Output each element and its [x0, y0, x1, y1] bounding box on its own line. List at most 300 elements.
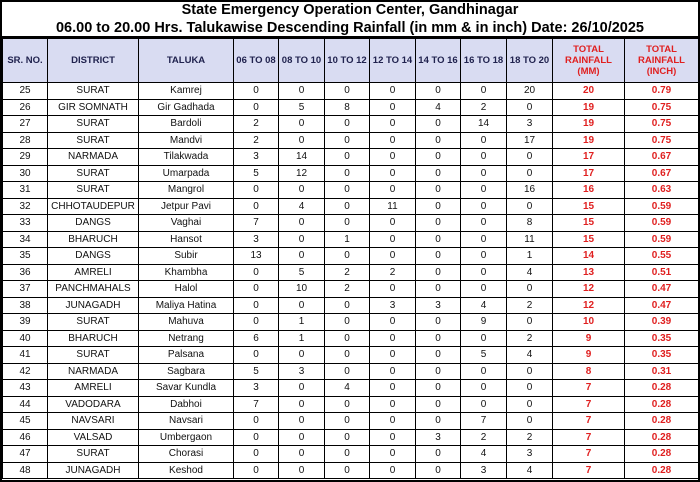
- rain-12-14-cell: 0: [370, 347, 416, 364]
- rain-06-08-cell: 3: [234, 149, 279, 166]
- rain-08-10-cell: 0: [279, 182, 325, 199]
- rain-14-16-cell: 0: [416, 380, 461, 397]
- rain-18-20-cell: 0: [507, 380, 553, 397]
- table-row: [3, 363, 699, 380]
- sr-no-cell: 31: [3, 182, 48, 199]
- rain-16-18-cell: 3: [461, 462, 507, 479]
- rain-16-18-cell: 2: [461, 99, 507, 116]
- rain-10-12-cell: 0: [325, 297, 370, 314]
- total-mm-cell: 20: [553, 83, 625, 100]
- rain-12-14-cell: 0: [370, 248, 416, 265]
- rain-10-12-cell: 0: [325, 446, 370, 463]
- rain-16-18-cell: 2: [461, 429, 507, 446]
- rain-06-08-cell: 0: [234, 264, 279, 281]
- rain-10-12-cell: 0: [325, 198, 370, 215]
- rain-12-14-cell: 0: [370, 281, 416, 298]
- taluka-cell: Gir Gadhada: [139, 99, 234, 116]
- rain-08-10-cell: 0: [279, 429, 325, 446]
- total-mm-cell: 16: [553, 182, 625, 199]
- sr-no-cell: 26: [3, 99, 48, 116]
- table-body: [3, 83, 699, 479]
- rain-14-16-cell: 0: [416, 116, 461, 133]
- rain-06-08-cell: 0: [234, 99, 279, 116]
- rain-16-18-cell: 14: [461, 116, 507, 133]
- rain-06-08-cell: 0: [234, 446, 279, 463]
- rain-18-20-cell: 2: [507, 330, 553, 347]
- col-header-08-10: 08 TO 10: [279, 39, 325, 83]
- rain-16-18-cell: 0: [461, 132, 507, 149]
- rain-08-10-cell: 0: [279, 83, 325, 100]
- total-mm-cell: 19: [553, 99, 625, 116]
- sr-no-cell: 28: [3, 132, 48, 149]
- rain-16-18-cell: 0: [461, 264, 507, 281]
- rain-06-08-cell: 7: [234, 215, 279, 232]
- rain-06-08-cell: 0: [234, 198, 279, 215]
- total-mm-cell: 7: [553, 380, 625, 397]
- table-row: [3, 83, 699, 100]
- col-header-district: DISTRICT: [48, 39, 139, 83]
- rain-16-18-cell: 0: [461, 83, 507, 100]
- rain-14-16-cell: 0: [416, 248, 461, 265]
- rain-06-08-cell: 7: [234, 396, 279, 413]
- rain-12-14-cell: 0: [370, 396, 416, 413]
- district-cell: AMRELI: [48, 380, 139, 397]
- rain-16-18-cell: 0: [461, 380, 507, 397]
- sr-no-cell: 39: [3, 314, 48, 331]
- rain-10-12-cell: 8: [325, 99, 370, 116]
- total-mm-cell: 7: [553, 413, 625, 430]
- district-cell: SURAT: [48, 182, 139, 199]
- rain-12-14-cell: 3: [370, 297, 416, 314]
- sr-no-cell: 40: [3, 330, 48, 347]
- rain-16-18-cell: 0: [461, 165, 507, 182]
- table-row: [3, 429, 699, 446]
- rain-14-16-cell: 4: [416, 99, 461, 116]
- district-cell: SURAT: [48, 116, 139, 133]
- rain-08-10-cell: 12: [279, 165, 325, 182]
- rain-08-10-cell: 4: [279, 198, 325, 215]
- col-header-total-inch: TOTAL RAINFALL (INCH): [625, 39, 699, 83]
- rain-08-10-cell: 10: [279, 281, 325, 298]
- rain-08-10-cell: 1: [279, 314, 325, 331]
- rain-12-14-cell: 0: [370, 330, 416, 347]
- rain-10-12-cell: 1: [325, 231, 370, 248]
- rain-06-08-cell: 0: [234, 83, 279, 100]
- rain-10-12-cell: 0: [325, 132, 370, 149]
- taluka-cell: Savar Kundla: [139, 380, 234, 397]
- table-row: [3, 446, 699, 463]
- total-mm-cell: 12: [553, 297, 625, 314]
- rain-10-12-cell: 0: [325, 462, 370, 479]
- rain-10-12-cell: 0: [325, 363, 370, 380]
- rain-08-10-cell: 5: [279, 264, 325, 281]
- table-row: [3, 462, 699, 479]
- rain-18-20-cell: 1: [507, 248, 553, 265]
- district-cell: VADODARA: [48, 396, 139, 413]
- total-inch-cell: 0.75: [625, 99, 699, 116]
- rain-12-14-cell: 0: [370, 83, 416, 100]
- total-mm-cell: 17: [553, 165, 625, 182]
- rain-12-14-cell: 0: [370, 380, 416, 397]
- rain-10-12-cell: 0: [325, 83, 370, 100]
- rain-12-14-cell: 0: [370, 413, 416, 430]
- total-inch-cell: 0.28: [625, 446, 699, 463]
- table-row: [3, 165, 699, 182]
- rain-06-08-cell: 0: [234, 182, 279, 199]
- taluka-cell: Khambha: [139, 264, 234, 281]
- table-row: [3, 248, 699, 265]
- total-inch-cell: 0.35: [625, 347, 699, 364]
- taluka-cell: Kamrej: [139, 83, 234, 100]
- rain-14-16-cell: 0: [416, 182, 461, 199]
- rain-18-20-cell: 0: [507, 198, 553, 215]
- rain-06-08-cell: 3: [234, 231, 279, 248]
- total-inch-cell: 0.75: [625, 132, 699, 149]
- rain-14-16-cell: 0: [416, 132, 461, 149]
- total-inch-cell: 0.67: [625, 149, 699, 166]
- district-cell: AMRELI: [48, 264, 139, 281]
- rain-06-08-cell: 0: [234, 462, 279, 479]
- total-mm-cell: 15: [553, 215, 625, 232]
- total-mm-cell: 15: [553, 198, 625, 215]
- sr-no-cell: 43: [3, 380, 48, 397]
- rain-06-08-cell: 6: [234, 330, 279, 347]
- sr-no-cell: 46: [3, 429, 48, 446]
- rain-10-12-cell: 0: [325, 116, 370, 133]
- rain-14-16-cell: 3: [416, 297, 461, 314]
- taluka-cell: Hansot: [139, 231, 234, 248]
- rain-08-10-cell: 0: [279, 297, 325, 314]
- taluka-cell: Sagbara: [139, 363, 234, 380]
- rain-18-20-cell: 0: [507, 396, 553, 413]
- rain-06-08-cell: 0: [234, 347, 279, 364]
- rain-18-20-cell: 0: [507, 363, 553, 380]
- total-mm-cell: 10: [553, 314, 625, 331]
- total-mm-cell: 12: [553, 281, 625, 298]
- table-row: [3, 132, 699, 149]
- district-cell: DANGS: [48, 215, 139, 232]
- rain-14-16-cell: 0: [416, 347, 461, 364]
- rain-16-18-cell: 4: [461, 297, 507, 314]
- total-mm-cell: 8: [553, 363, 625, 380]
- rain-10-12-cell: 0: [325, 314, 370, 331]
- rain-06-08-cell: 2: [234, 116, 279, 133]
- rain-14-16-cell: 0: [416, 413, 461, 430]
- rain-06-08-cell: 5: [234, 363, 279, 380]
- rain-14-16-cell: 0: [416, 446, 461, 463]
- table-row: [3, 116, 699, 133]
- district-cell: BHARUCH: [48, 231, 139, 248]
- rain-16-18-cell: 0: [461, 182, 507, 199]
- rain-14-16-cell: 0: [416, 363, 461, 380]
- rain-16-18-cell: 0: [461, 281, 507, 298]
- district-cell: SURAT: [48, 132, 139, 149]
- rain-08-10-cell: 1: [279, 330, 325, 347]
- sr-no-cell: 35: [3, 248, 48, 265]
- total-mm-cell: 17: [553, 149, 625, 166]
- total-mm-cell: 14: [553, 248, 625, 265]
- taluka-cell: Dabhoi: [139, 396, 234, 413]
- total-inch-cell: 0.79: [625, 83, 699, 100]
- taluka-cell: Halol: [139, 281, 234, 298]
- sr-no-cell: 45: [3, 413, 48, 430]
- rain-14-16-cell: 0: [416, 165, 461, 182]
- total-mm-cell: 7: [553, 446, 625, 463]
- district-cell: NAVSARI: [48, 413, 139, 430]
- rain-18-20-cell: 3: [507, 116, 553, 133]
- rain-14-16-cell: 0: [416, 231, 461, 248]
- rain-10-12-cell: 0: [325, 396, 370, 413]
- rain-12-14-cell: 0: [370, 116, 416, 133]
- rain-10-12-cell: 0: [325, 215, 370, 232]
- col-header-taluka: TALUKA: [139, 39, 234, 83]
- rain-08-10-cell: 0: [279, 132, 325, 149]
- rain-18-20-cell: 20: [507, 83, 553, 100]
- table-row: [3, 297, 699, 314]
- table-row: [3, 99, 699, 116]
- rain-14-16-cell: 3: [416, 429, 461, 446]
- rain-16-18-cell: 0: [461, 215, 507, 232]
- total-inch-cell: 0.28: [625, 380, 699, 397]
- rain-12-14-cell: 0: [370, 314, 416, 331]
- rain-14-16-cell: 0: [416, 215, 461, 232]
- rain-08-10-cell: 0: [279, 462, 325, 479]
- sr-no-cell: 34: [3, 231, 48, 248]
- rain-12-14-cell: 0: [370, 446, 416, 463]
- rain-12-14-cell: 0: [370, 363, 416, 380]
- total-inch-cell: 0.39: [625, 314, 699, 331]
- rain-18-20-cell: 0: [507, 281, 553, 298]
- total-inch-cell: 0.59: [625, 215, 699, 232]
- total-inch-cell: 0.59: [625, 198, 699, 215]
- rain-18-20-cell: 0: [507, 99, 553, 116]
- rain-10-12-cell: 0: [325, 347, 370, 364]
- rain-16-18-cell: 9: [461, 314, 507, 331]
- table-row: [3, 182, 699, 199]
- rain-06-08-cell: 0: [234, 413, 279, 430]
- rain-12-14-cell: 0: [370, 182, 416, 199]
- rain-18-20-cell: 17: [507, 132, 553, 149]
- taluka-cell: Jetpur Pavi: [139, 198, 234, 215]
- total-mm-cell: 13: [553, 264, 625, 281]
- rain-12-14-cell: 2: [370, 264, 416, 281]
- rain-08-10-cell: 0: [279, 231, 325, 248]
- total-mm-cell: 7: [553, 462, 625, 479]
- table-row: [3, 198, 699, 215]
- rain-08-10-cell: 0: [279, 215, 325, 232]
- rain-10-12-cell: 0: [325, 330, 370, 347]
- rain-16-18-cell: 0: [461, 149, 507, 166]
- report-title-block: [2, 2, 698, 38]
- rain-06-08-cell: 0: [234, 281, 279, 298]
- rain-06-08-cell: 3: [234, 380, 279, 397]
- rain-14-16-cell: 0: [416, 264, 461, 281]
- total-mm-cell: 19: [553, 132, 625, 149]
- taluka-cell: Bardoli: [139, 116, 234, 133]
- taluka-cell: Umbergaon: [139, 429, 234, 446]
- total-inch-cell: 0.31: [625, 363, 699, 380]
- rain-10-12-cell: 0: [325, 413, 370, 430]
- district-cell: SURAT: [48, 347, 139, 364]
- district-cell: BHARUCH: [48, 330, 139, 347]
- total-inch-cell: 0.59: [625, 231, 699, 248]
- total-mm-cell: 15: [553, 231, 625, 248]
- rain-12-14-cell: 0: [370, 132, 416, 149]
- rain-06-08-cell: 0: [234, 297, 279, 314]
- rain-14-16-cell: 0: [416, 396, 461, 413]
- rain-08-10-cell: 0: [279, 396, 325, 413]
- rain-06-08-cell: 2: [234, 132, 279, 149]
- sr-no-cell: 30: [3, 165, 48, 182]
- header-row: [3, 39, 699, 83]
- total-inch-cell: 0.67: [625, 165, 699, 182]
- total-inch-cell: 0.47: [625, 281, 699, 298]
- rain-18-20-cell: 16: [507, 182, 553, 199]
- total-mm-cell: 7: [553, 429, 625, 446]
- rain-18-20-cell: 2: [507, 297, 553, 314]
- taluka-cell: Subir: [139, 248, 234, 265]
- total-mm-cell: 9: [553, 330, 625, 347]
- rain-14-16-cell: 0: [416, 330, 461, 347]
- rain-14-16-cell: 0: [416, 314, 461, 331]
- rain-08-10-cell: 0: [279, 347, 325, 364]
- total-inch-cell: 0.35: [625, 330, 699, 347]
- rain-12-14-cell: 0: [370, 165, 416, 182]
- rain-10-12-cell: 2: [325, 264, 370, 281]
- rain-18-20-cell: 4: [507, 462, 553, 479]
- district-cell: SURAT: [48, 165, 139, 182]
- district-cell: JUNAGADH: [48, 462, 139, 479]
- report-title: State Emergency Operation Center, Gandhinagar: [181, 2, 519, 18]
- rain-08-10-cell: 14: [279, 149, 325, 166]
- table-row: [3, 396, 699, 413]
- rain-14-16-cell: 0: [416, 149, 461, 166]
- rain-14-16-cell: 0: [416, 198, 461, 215]
- rain-12-14-cell: 11: [370, 198, 416, 215]
- district-cell: NARMADA: [48, 363, 139, 380]
- sr-no-cell: 27: [3, 116, 48, 133]
- sr-no-cell: 48: [3, 462, 48, 479]
- rain-16-18-cell: 5: [461, 347, 507, 364]
- rain-08-10-cell: 5: [279, 99, 325, 116]
- district-cell: CHHOTAUDEPUR: [48, 198, 139, 215]
- rain-10-12-cell: 0: [325, 182, 370, 199]
- rain-08-10-cell: 0: [279, 380, 325, 397]
- rain-18-20-cell: 4: [507, 347, 553, 364]
- rain-12-14-cell: 0: [370, 149, 416, 166]
- rain-16-18-cell: 0: [461, 363, 507, 380]
- rain-16-18-cell: 0: [461, 248, 507, 265]
- rain-08-10-cell: 0: [279, 446, 325, 463]
- rain-12-14-cell: 0: [370, 231, 416, 248]
- table-row: [3, 215, 699, 232]
- rain-08-10-cell: 0: [279, 248, 325, 265]
- rain-16-18-cell: 4: [461, 446, 507, 463]
- rain-18-20-cell: 2: [507, 429, 553, 446]
- rain-18-20-cell: 0: [507, 413, 553, 430]
- total-mm-cell: 9: [553, 347, 625, 364]
- rain-16-18-cell: 7: [461, 413, 507, 430]
- taluka-cell: Mangrol: [139, 182, 234, 199]
- sr-no-cell: 37: [3, 281, 48, 298]
- sr-no-cell: 44: [3, 396, 48, 413]
- rain-10-12-cell: 4: [325, 380, 370, 397]
- table-row: [3, 347, 699, 364]
- total-inch-cell: 0.28: [625, 413, 699, 430]
- sr-no-cell: 47: [3, 446, 48, 463]
- district-cell: VALSAD: [48, 429, 139, 446]
- rain-10-12-cell: 0: [325, 429, 370, 446]
- sr-no-cell: 25: [3, 83, 48, 100]
- taluka-cell: Netrang: [139, 330, 234, 347]
- rain-10-12-cell: 0: [325, 165, 370, 182]
- rain-12-14-cell: 0: [370, 462, 416, 479]
- total-inch-cell: 0.28: [625, 429, 699, 446]
- rain-10-12-cell: 0: [325, 149, 370, 166]
- rain-16-18-cell: 0: [461, 231, 507, 248]
- sr-no-cell: 33: [3, 215, 48, 232]
- rain-08-10-cell: 0: [279, 116, 325, 133]
- total-inch-cell: 0.55: [625, 248, 699, 265]
- district-cell: SURAT: [48, 83, 139, 100]
- table-row: [3, 380, 699, 397]
- rain-06-08-cell: 5: [234, 165, 279, 182]
- table-row: [3, 231, 699, 248]
- sr-no-cell: 36: [3, 264, 48, 281]
- taluka-cell: Vaghai: [139, 215, 234, 232]
- rain-16-18-cell: 0: [461, 330, 507, 347]
- total-inch-cell: 0.28: [625, 462, 699, 479]
- sr-no-cell: 42: [3, 363, 48, 380]
- col-header-16-18: 16 TO 18: [461, 39, 507, 83]
- taluka-cell: Umarpada: [139, 165, 234, 182]
- rain-08-10-cell: 3: [279, 363, 325, 380]
- table-row: [3, 413, 699, 430]
- rain-18-20-cell: 0: [507, 314, 553, 331]
- sr-no-cell: 29: [3, 149, 48, 166]
- district-cell: NARMADA: [48, 149, 139, 166]
- district-cell: SURAT: [48, 446, 139, 463]
- report-subtitle: 06.00 to 20.00 Hrs. Talukawise Descending Rainfall (in mm & in inch) Date: 26/10/2025: [55, 20, 644, 36]
- rain-16-18-cell: 0: [461, 396, 507, 413]
- rain-18-20-cell: 11: [507, 231, 553, 248]
- taluka-cell: Keshod: [139, 462, 234, 479]
- taluka-cell: Mandvi: [139, 132, 234, 149]
- rain-08-10-cell: 0: [279, 413, 325, 430]
- col-header-18-20: 18 TO 20: [507, 39, 553, 83]
- total-inch-cell: 0.75: [625, 116, 699, 133]
- col-header-10-12: 10 TO 12: [325, 39, 370, 83]
- rain-18-20-cell: 4: [507, 264, 553, 281]
- rain-12-14-cell: 0: [370, 429, 416, 446]
- rain-14-16-cell: 0: [416, 281, 461, 298]
- rain-06-08-cell: 0: [234, 314, 279, 331]
- rain-14-16-cell: 0: [416, 83, 461, 100]
- total-inch-cell: 0.63: [625, 182, 699, 199]
- taluka-cell: Palsana: [139, 347, 234, 364]
- rain-12-14-cell: 0: [370, 99, 416, 116]
- total-mm-cell: 19: [553, 116, 625, 133]
- district-cell: SURAT: [48, 314, 139, 331]
- table-row: [3, 264, 699, 281]
- table-row: [3, 314, 699, 331]
- rain-16-18-cell: 0: [461, 198, 507, 215]
- rain-06-08-cell: 13: [234, 248, 279, 265]
- total-mm-cell: 7: [553, 396, 625, 413]
- table-row: [3, 281, 699, 298]
- taluka-cell: Tilakwada: [139, 149, 234, 166]
- taluka-cell: Chorasi: [139, 446, 234, 463]
